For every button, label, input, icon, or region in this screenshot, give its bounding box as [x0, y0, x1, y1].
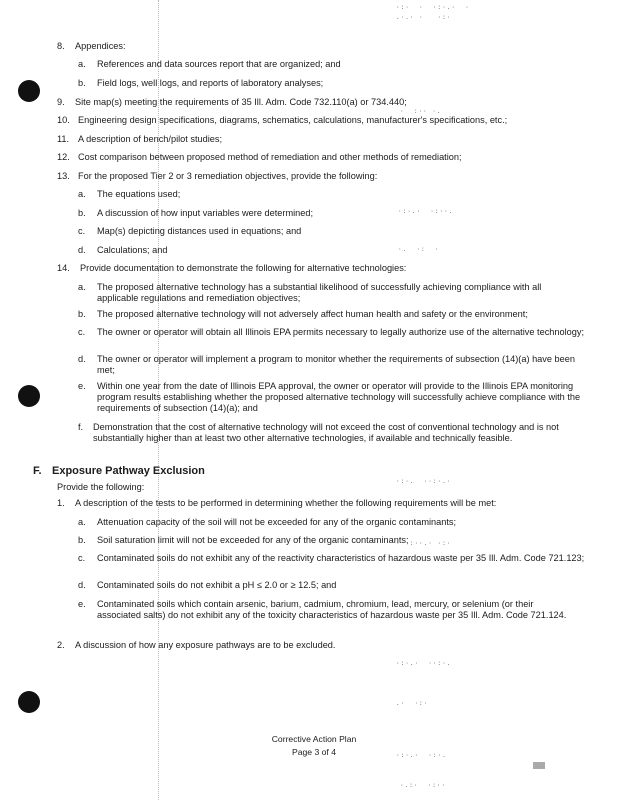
footer-title: Corrective Action Plan	[271, 734, 357, 744]
punch-hole-bottom	[18, 691, 40, 713]
item-text: Site map(s) meeting the requirements of 35 Ill. Adm. Code 732.110(a) or 734.440;	[75, 97, 407, 107]
section-title: Exposure Pathway Exclusion	[52, 465, 205, 477]
item-text: Contaminated soils do not exhibit any of the reactivity characteristics of hazardous waste per 35 Ill. Adm. Code 721.123;	[97, 553, 585, 563]
footer-page-number: Page 3 of 4	[292, 747, 336, 757]
scan-artifact-mark	[533, 762, 545, 769]
item-number: a.	[78, 282, 86, 292]
section-intro: Provide the following:	[57, 482, 145, 492]
section-letter: F.	[33, 465, 42, 477]
item-text: Demonstration that the cost of alternative technology will not exceed the cost of conventional technology and is not substantially higher than at least two other alternative technologies, if available and technically feasible.	[93, 422, 559, 443]
item-number: b.	[78, 208, 86, 218]
item-number: c.	[78, 226, 86, 236]
item-text: Contaminated soils do not exhibit a pH ≤ 2.0 or ≥ 12.5; and	[97, 580, 337, 590]
item-text: Engineering design specifications, diagrams, schematics, calculations, manufacturer's specifications, etc.;	[78, 115, 508, 125]
item-number: 1.	[57, 498, 65, 508]
item-text: The proposed alternative technology will not adversely affect human health and safety or the environment;	[97, 309, 528, 319]
item-text: References and data sources report that are organized; and	[97, 59, 341, 69]
item-number: c.	[78, 327, 86, 337]
item-text: The owner or operator will obtain all Illinois EPA permits necessary to legally authorize use of the alternative technology;	[97, 327, 585, 337]
item-number: a.	[78, 189, 86, 199]
item-text: Within one year from the date of Illinois EPA approval, the owner or operator will provide to the Illinois EPA monitoring program results establishing whether the proposed alternative technology will successfully achieve compliance with the requirements of subsection (14)(a); and	[97, 381, 581, 413]
item-text: Appendices:	[75, 41, 126, 51]
item-number: d.	[78, 580, 86, 590]
item-text: Contaminated soils which contain arsenic, barium, cadmium, chromium, lead, mercury, or selenium (or their associated salts) do not exhibit any of the toxicity characteristics of hazardous waste per 35 Ill. Adm. Code 721.124.	[97, 599, 567, 620]
item-number: 9.	[57, 97, 65, 107]
item-text: The owner or operator will implement a program to monitor whether the requirements of subsection (14)(a) have been met;	[97, 354, 575, 375]
item-text: Provide documentation to demonstrate the following for alternative technologies:	[80, 263, 407, 273]
item-number: 11.	[57, 134, 70, 144]
item-text: Soil saturation limit will not be exceeded for any of the organic contaminants;	[97, 535, 409, 545]
item-number: f.	[78, 422, 84, 432]
punch-hole-middle	[18, 385, 40, 407]
item-text: Cost comparison between proposed method of remediation and other methods of remediation;	[78, 152, 462, 162]
item-text: The equations used;	[97, 189, 181, 199]
item-text: A discussion of how input variables were determined;	[97, 208, 314, 218]
item-number: 10.	[57, 115, 70, 125]
item-number: e.	[78, 599, 86, 609]
item-number: d.	[78, 354, 86, 364]
item-number: a.	[78, 59, 86, 69]
item-number: 14.	[57, 263, 70, 273]
item-text: Map(s) depicting distances used in equations; and	[97, 226, 302, 236]
punch-hole-top	[18, 80, 40, 102]
item-number: c.	[78, 553, 86, 563]
item-number: a.	[78, 517, 86, 527]
item-number: 12.	[57, 152, 70, 162]
item-text: The proposed alternative technology has a substantial likelihood of successfully achieving compliance with all applicable regulations and remediation objectives;	[97, 282, 542, 303]
item-text: A description of bench/pilot studies;	[78, 134, 223, 144]
item-text: For the proposed Tier 2 or 3 remediation objectives, provide the following:	[78, 171, 378, 181]
item-text: Field logs, well logs, and reports of laboratory analyses;	[97, 78, 324, 88]
item-text: A discussion of how any exposure pathways are to be excluded.	[75, 640, 336, 650]
item-text: Attenuation capacity of the soil will not be exceeded for any of the organic contaminants;	[97, 517, 457, 527]
document-page: ·:· · ·:·.· · .·.· · ·:· · :·· ·. ·:·.· ·:··. ·. ·: · ·:·. ··:·.· · :··.· ·:· ·:·.· ··:·. .· ·:· ·:·.· ·:·. ·.:· ·:·· 8. Appendices: a. References and data sources report that are organized; and b. Field logs, well logs, and reports of laboratory analyses; 9. Site map(s) meeting the requirements of 35 Ill. Adm. Code 732.110(a) or 734.440; 10. Engineering design specifications, diagrams, schematics, calculations, manufacturer's specifications, etc.; 11. A description of bench/pilot studies; 12. Cost comparison between proposed method of remediation and other methods of remediation; 13. For the proposed Tier 2 or 3 remediation objectives, provide the following: a. The equations used; b. A discussion of how input variables were determined; c. Map(s) depicting distances used in equations; and d. Calculations; and 14. Provide documentation to demonstrate the following for alternative technologies: a. The proposed alternative technology has a substantial likelihood of successfully achieving compliance with all applicable regulations and remediation objectives; b. The proposed alternative technology will not adversely affect human health and safety or the environment; c. The owner or operator will obtain all Illinois EPA permits necessary to legally authorize use of the alternative technology; d. The owner or operator will implement a program to monitor whether the requirements of subsection (14)(a) have been met; e. Within one year from the date of Illinois EPA approval, the owner or operator will provide to the Illinois EPA monitoring program results establishing whether the proposed alternative technology will successfully achieve compliance with the requirements of subsection (14)(a); and f. Demonstration that the cost of alternative technology will not exceed the cost of conventional technology and is not substantially higher than at least two other alternative technologies, if available and technically feasible. F. Exposure Pathway Exclusion Provide the following: 1. A description of the tests to be performed in determining whether the following requirements will be met: a. Attenuation capacity of the soil will not be exceeded for any of the organic contaminants; b. Soil saturation limit will not be exceeded for any of the organic contaminants; c. Contaminated soils do not exhibit any of the reactivity characteristics of hazardous waste per 35 Ill. Adm. Code 721.123; d. Contaminated soils do not exhibit a pH ≤ 2.0 or ≥ 12.5; and e. Contaminated soils which contain arsenic, barium, cadmium, chromium, lead, mercury, or selenium (or their associated salts) do not exhibit any of the toxicity characteristics of hazardous waste per 35 Ill. Adm. Code 721.124. 2. A discussion of how any exposure pathways are to be excluded. Corrective Action Plan Page 3 of 4	[0, 0, 618, 800]
item-number: 13.	[57, 171, 70, 181]
item-number: d.	[78, 245, 86, 255]
item-number: e.	[78, 381, 86, 391]
item-text: Calculations; and	[97, 245, 168, 255]
item-number: b.	[78, 78, 86, 88]
item-number: 8.	[57, 41, 65, 51]
item-number: b.	[78, 309, 86, 319]
item-number: b.	[78, 535, 86, 545]
item-number: 2.	[57, 640, 65, 650]
item-text: A description of the tests to be performed in determining whether the following requirements will be met:	[75, 498, 497, 508]
